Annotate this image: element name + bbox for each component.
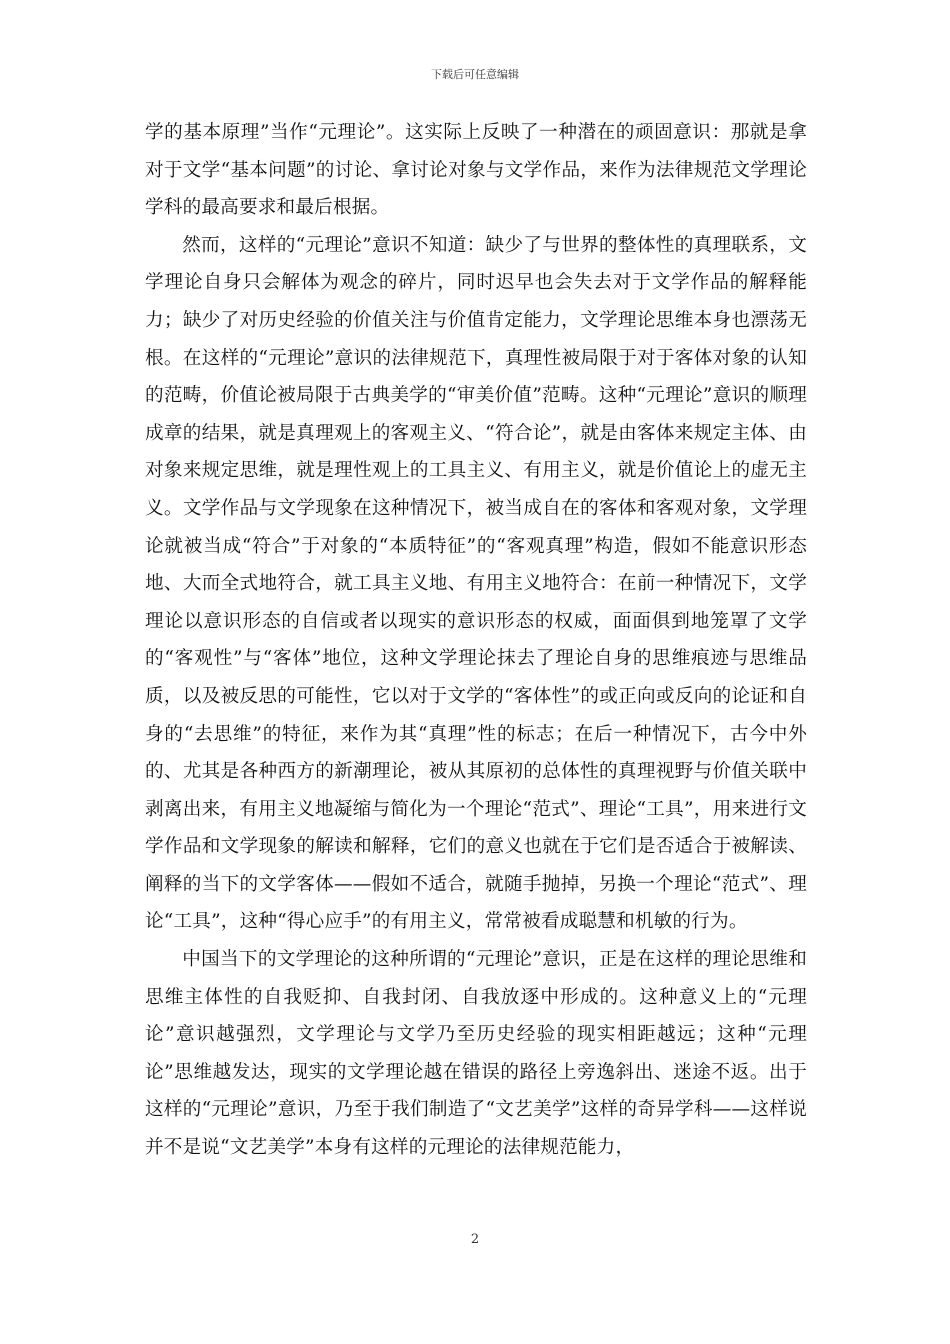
- body-text: [145, 114, 807, 1167]
- page-header: 下载后可任意编辑: [431, 68, 519, 81]
- page-number: 2: [470, 1232, 480, 1247]
- paragraph-continuation: 学的基本原理”当作“元理论”。这实际上反映了一种潜在的顽固意识：那就是拿对于文学“基本问题”的讨论、拿讨论对象与文学作品，来作为法律规范文学理论学科的最高要求和最后根据。: [145, 122, 807, 219]
- paragraph: 中国当下的文学理论的这种所谓的“元理论”意识，正是在这样的理论思维和思维主体性的自我贬抑、自我封闭、自我放逐中形成的。这种意义上的“元理论”意识越强烈，文学理论与文学乃至历史经验的现实相距越远；这种“元理论”思维越发达，现实的文学理论越在错误的路径上旁逸斜出、迷途不返。出于这样的“元理论”意识，乃至于我们制造了“文艺美学”这样的奇异学科——这样说并不是说“文艺美学”本身有这样的元理论的法律规范能力，: [145, 949, 807, 1159]
- paragraph: 然而，这样的“元理论”意识不知道：缺少了与世界的整体性的真理联系，文学理论自身只会解体为观念的碎片，同时迟早也会失去对于文学作品的解释能力；缺少了对历史经验的价值关注与价值肯定能力，文学理论思维本身也漂荡无根。在这样的“元理论”意识的法律规范下，真理性被局限于对于客体对象的认知的范畴，价值论被局限于古典美学的“审美价值”范畴。这种“元理论”意识的顺理成章的结果，就是真理观上的客观主义、“符合论”，就是由客体来规定主体、由对象来规定思维，就是理性观上的工具主义、有用主义，就是价值论上的虚无主义。文学作品与文学现象在这种情况下，被当成自在的客体和客观对象，文学理论就被当成“符合”于对象的“本质特征”的“客观真理”构造，假如不能意识形态地、大而全式地符合，就工具主义地、有用主义地符合：在前一种情况下，文学理论以意识形态的自信或者以现实的意识形态的权威，面面俱到地笼罩了文学的“客观性”与“客体”地位，这种文学理论抹去了理论自身的思维痕迹与思维品质，以及被反思的可能性，它以对于文学的“客体性”的或正向或反向的论证和自身的“去思维”的特征，来作为其“真理”性的标志；在后一种情况下，古今中外的、尤其是各种西方的新潮理论，被从其原初的总体性的真理视野与价值关联中剥离出来，有用主义地凝缩与简化为一个理论“范式”、理论“工具”，用来进行文学作品和文学现象的解读和解释，它们的意义也就在于它们是否适合于被解读、阐释的当下的文学客体——假如不适合，就随手抛掉，另换一个理论“范式”、理论“工具”，这种“得心应手”的有用主义，常常被看成聪慧和机敏的行为。: [145, 234, 807, 933]
